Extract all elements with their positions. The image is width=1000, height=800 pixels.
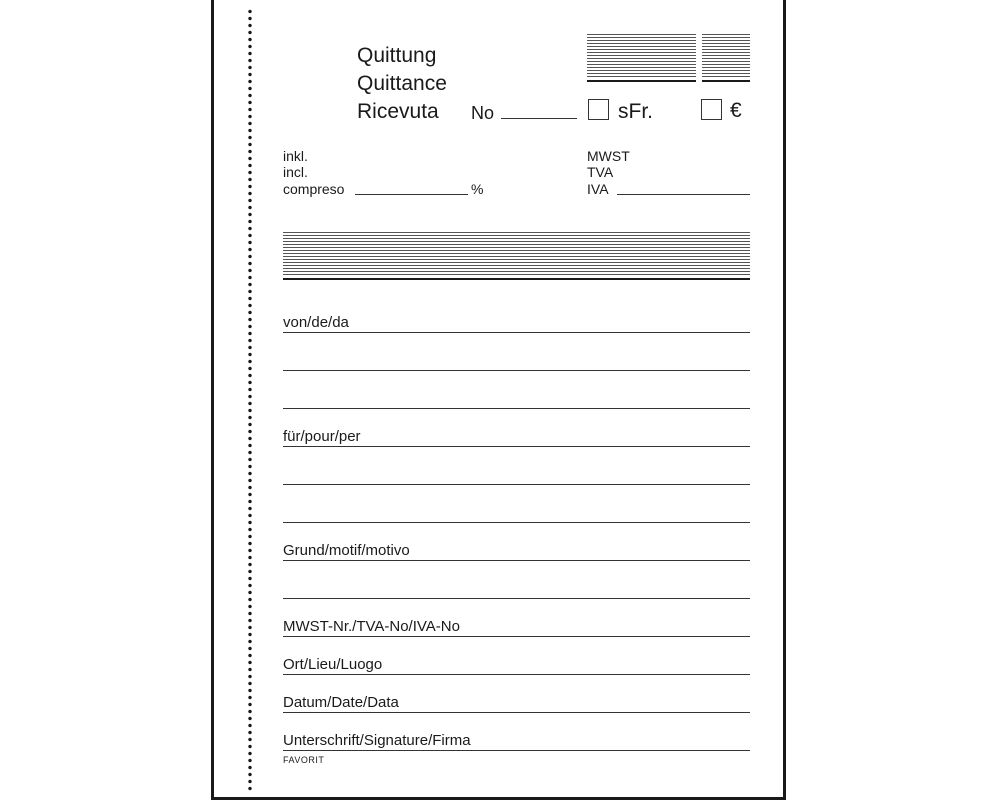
vat-number-line[interactable] (283, 636, 750, 637)
currency-label-euro: € (730, 99, 742, 122)
place-line[interactable] (283, 674, 750, 675)
for-line-2[interactable] (283, 484, 750, 485)
checkbox-francs[interactable] (588, 99, 609, 120)
place-label: Ort/Lieu/Luogo (283, 656, 383, 673)
receipt-form (211, 0, 786, 800)
brand-label: FAVORIT (283, 755, 325, 765)
tax-included-label-it: compreso (283, 181, 345, 197)
number-field[interactable] (501, 118, 577, 119)
currency-label-francs: sFr. (618, 100, 653, 123)
from-line-3[interactable] (283, 408, 750, 409)
title-italian: Ricevuta (357, 100, 439, 123)
title-french: Quittance (357, 72, 447, 95)
reason-line-1[interactable] (283, 560, 750, 561)
for-line-3[interactable] (283, 522, 750, 523)
vat-amount-field[interactable] (617, 194, 750, 195)
tax-included-label-fr: incl. (283, 164, 308, 180)
checkbox-euro[interactable] (701, 99, 722, 120)
from-label: von/de/da (283, 314, 349, 331)
reason-label: Grund/motif/motivo (283, 542, 410, 559)
for-label: für/pour/per (283, 428, 361, 445)
number-label: No (471, 103, 495, 123)
amount-field-euro[interactable] (702, 34, 750, 78)
vat-label-de: MWST (587, 148, 630, 164)
title-german: Quittung (357, 44, 437, 67)
vat-number-label: MWST-Nr./TVA-No/IVA-No (283, 618, 460, 635)
amount-underline-francs (587, 80, 696, 82)
tax-percent-field[interactable] (355, 194, 468, 195)
date-label: Datum/Date/Data (283, 694, 399, 711)
percent-sign: % (471, 181, 484, 197)
tax-included-label-de: inkl. (283, 148, 308, 164)
for-line-1[interactable] (283, 446, 750, 447)
amount-underline-euro (702, 80, 750, 82)
amount-field-francs[interactable] (587, 34, 696, 78)
vat-label-it: IVA (587, 181, 609, 197)
amount-in-words-underline (283, 278, 750, 280)
perforation-edge (248, 8, 252, 792)
vat-label-fr: TVA (587, 164, 614, 180)
reason-line-2[interactable] (283, 598, 750, 599)
date-line[interactable] (283, 712, 750, 713)
signature-line[interactable] (283, 750, 750, 751)
amount-in-words-field[interactable] (283, 232, 750, 276)
from-line-2[interactable] (283, 370, 750, 371)
from-line-1[interactable] (283, 332, 750, 333)
signature-label: Unterschrift/Signature/Firma (283, 732, 471, 749)
